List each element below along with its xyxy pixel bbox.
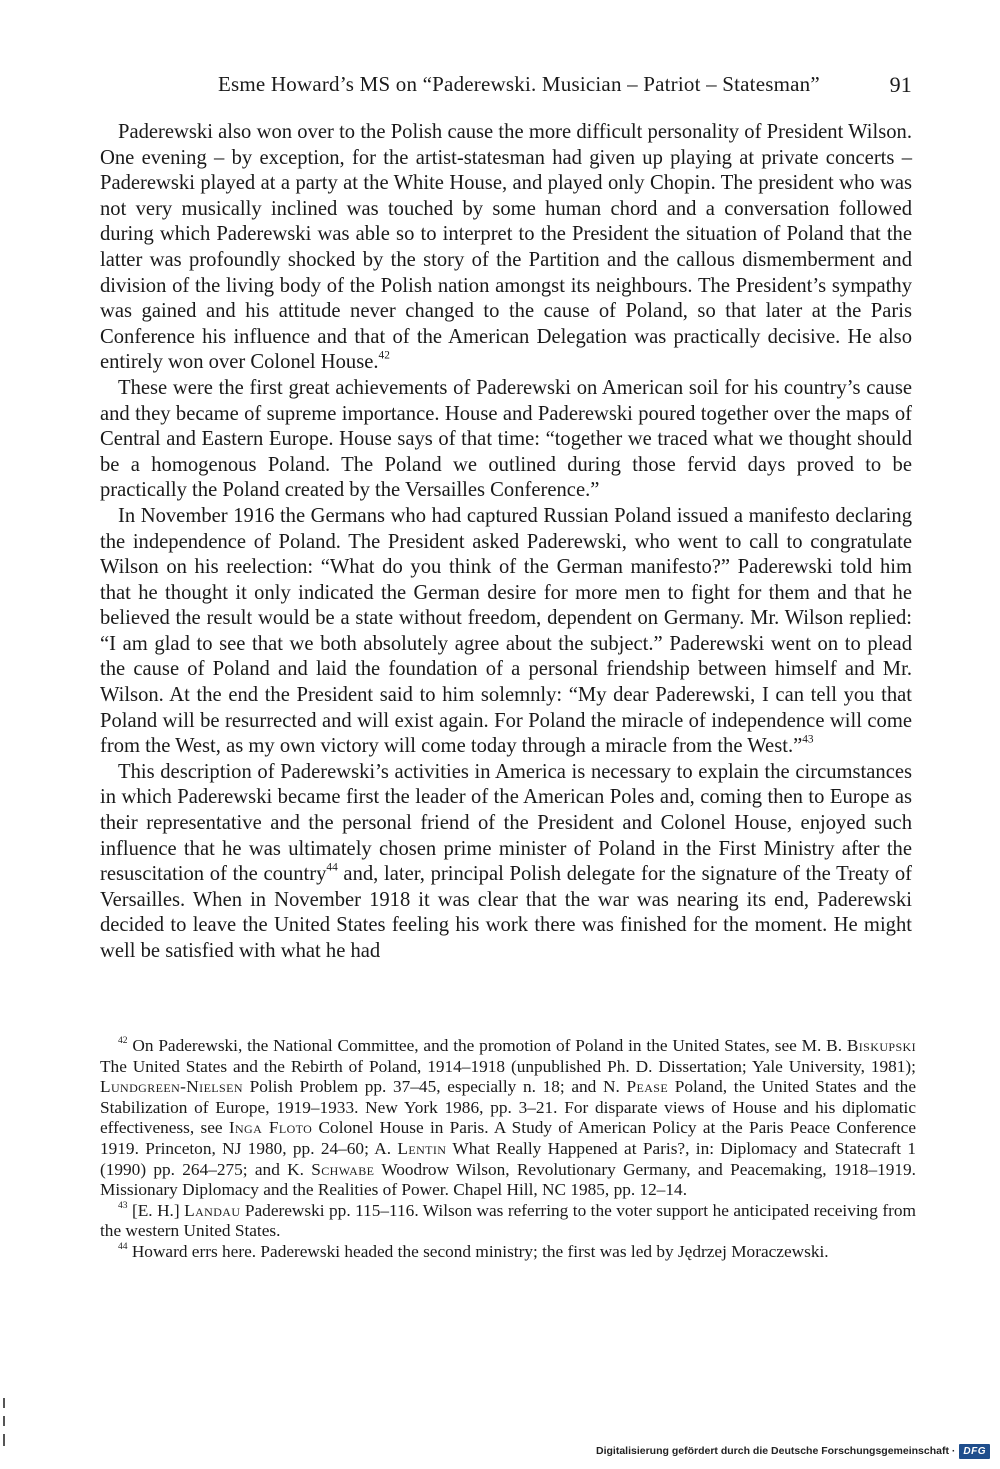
footnote-number: 42 xyxy=(118,1035,128,1046)
scan-artifact xyxy=(2,1398,8,1458)
page-number: 91 xyxy=(889,72,912,97)
main-text xyxy=(100,120,912,965)
author-name: Inga Floto xyxy=(228,1118,313,1138)
author-name: Schwabe xyxy=(311,1159,375,1179)
paragraph: Paderewski also won over to the Polish cause the more difficult personality of President Wilson. One evening – by exception, for the artist-statesman had given up playing at private concerts – Paderewski played at a party at the White House, and played only Chopin. The president who was not very musically inclined was touched by some human chord and a conversation followed during which Paderewski was able so to interpret to the President the situation of Poland that the latter was profoundly shocked by the story of the Partition and the callous dismemberment and division of the living body of the Polish nation amongst its neighbours. The President’s sympathy was gained and his attitude never changed to the cause of Poland, so that later at the Paris Conference his influence and that of the American Delegation was practically decisive. He also entirely won over Colonel House.$^{42}$ xyxy=(100,121,912,374)
credit-text: Digitalisierung gefördert durch die Deutsche Forschungsgemeinschaft · xyxy=(596,1445,956,1457)
footnote-number: 43 xyxy=(118,1200,128,1211)
author-name: Biskupski xyxy=(846,1036,916,1055)
paragraph: In November 1916 the Germans who had captured Russian Poland issued a manifesto declaring the independence of Poland. The President asked Paderewski, who went to call to congratulate Wilson on his reelection: “What do you think of the German manifesto?” Paderewski told him that he thought it only indicated the German desire for more men to fight for them and that he believed the result would be a state without freedom, dependent on Germany. Mr. Wilson replied: “I am glad to see that we both absolutely agree about the subject.” Paderewski went on to plead the cause of Poland and laid the foundation of a personal friendship between himself and Mr. Wilson. At the end the President said to him solemnly: “My dear Paderewski, I can tell you that Poland will be resurrected and will exist again. For Poland the miracle of independence will come from the West, as my own victory will come today through a miracle from the West.”$^{43}$ xyxy=(100,504,912,758)
footnotes xyxy=(100,1036,916,1263)
author-name: Lundgreen-Nielsen xyxy=(100,1077,243,1097)
footnote-ref-43[interactable]: 43 xyxy=(802,733,814,746)
running-title: Esme Howard’s MS on “Paderewski. Musician – Patriot – Statesman” xyxy=(218,72,820,96)
footnote-43: $^{43}$ [E. H.] Landau Paderewski pp. 115–116. Wilson was referring to the voter support he anticipated receiving from the western United States. xyxy=(100,1200,916,1241)
author-name: Lentin xyxy=(397,1138,447,1158)
author-name: Pease xyxy=(626,1077,669,1097)
dfg-logo: DFG xyxy=(959,1444,990,1459)
footnote-number: 44 xyxy=(118,1241,128,1252)
author-name: Landau xyxy=(184,1200,241,1220)
footnote-ref-44[interactable]: 44 xyxy=(326,861,338,874)
running-head xyxy=(100,72,912,102)
paragraph: This description of Paderewski’s activities in America is necessary to explain the circumstances in which Paderewski became first the leader of the American Poles and, coming then to Europe as their representative and the personal friend of the President and Colonel House, enjoyed such influence that he was ultimately chosen prime minister of Poland in the First Ministry after the resuscitation of the country$^{44}$ and, later, principal Polish delegate for the signature of the Treaty of Versailles. When in November 1918 it was clear that the war was nearing its end, Paderewski decided to leave the United States feeling his work there was finished for the moment. He might well be satisfied with what he had xyxy=(100,760,912,962)
digitization-credit xyxy=(596,1441,990,1461)
footnote-ref-42[interactable]: 42 xyxy=(378,349,390,362)
footnote-44: $^{44}$ Howard errs here. Paderewski headed the second ministry; the first was led by Jędrzej Moraczewski. xyxy=(118,1241,829,1261)
footnote-42: $^{42}$ On Paderewski, the National Committee, and the promotion of Poland in the United States, see M. B. Biskupski The United States and the Rebirth of Poland, 1914–1918 (unpublished Ph. D. Dissertation; Yale University, 1981); Lundgreen-Nielsen Polish Problem pp. 37–45, especially n. 18; and N. Pease Poland, the United States and the Stabilization of Europe, 1919–1933. New York 1986, pp. 3–21. For disparate views of House and his diplomatic effectiveness, see Inga Floto Colonel House in Paris. A Study of American Policy at the Paris Peace Conference 1919. Princeton, NJ 1980, pp. 24–60; A. Lentin What Really Happened at Paris?, in: Diplomacy and Statecraft 1 (1990) pp. 264–275; and K. Schwabe Woodrow Wilson, Revolutionary Germany, and Peacemaking, 1918–1919. Missionary Diplomacy and the Realities of Power. Chapel Hill, NC 1985, pp. 12–14. xyxy=(100,1035,916,1200)
paragraph: These were the first great achievements of Paderewski on American soil for his country’s cause and they became of supreme importance. House and Paderewski poured together over the maps of Central and Eastern Europe. House says of that time: “together we traced what we thought should be a homogenous Poland. The Poland we outlined during those fervid days proved to be practically the Poland created by the Versailles Conference.” xyxy=(100,376,912,502)
